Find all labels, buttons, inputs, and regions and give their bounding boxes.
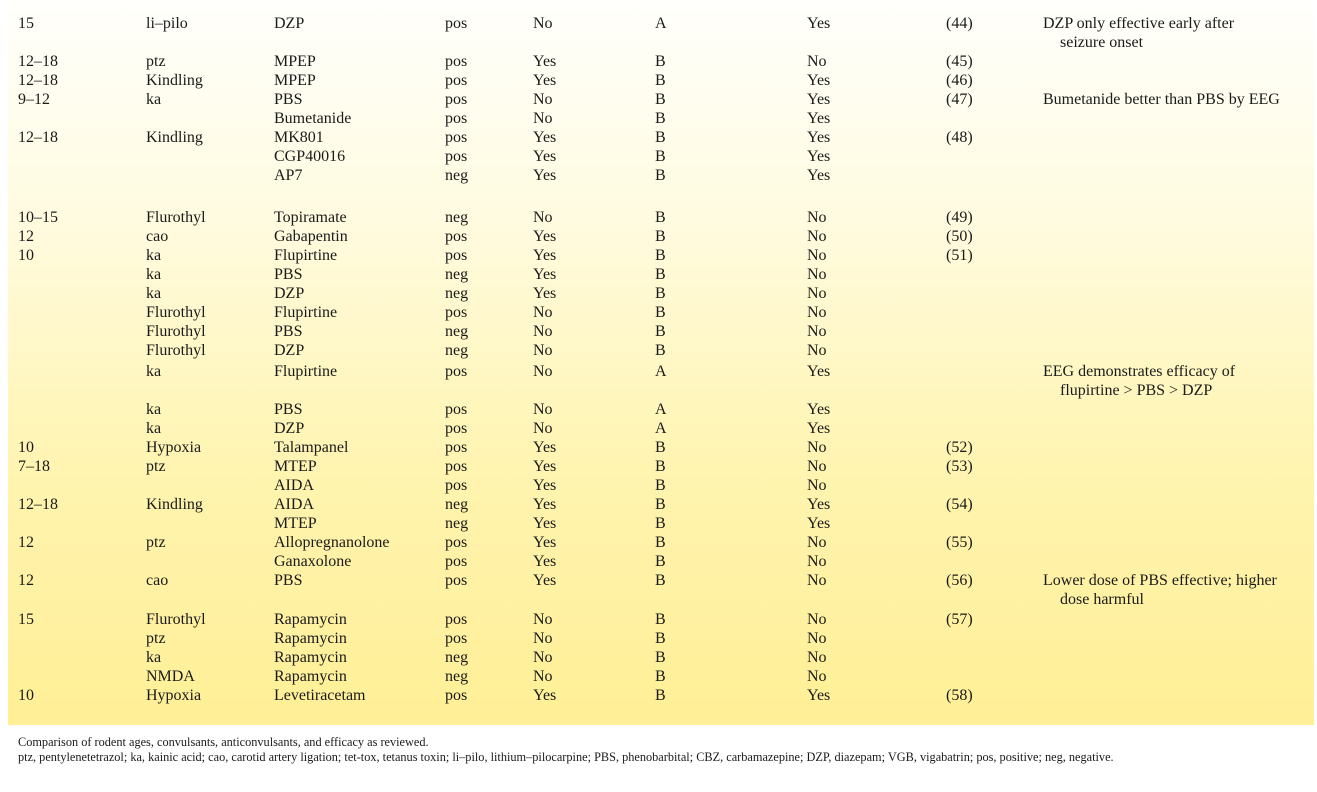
cell-c3: pos <box>445 129 468 146</box>
comment-line: flupirtine > PBS > DZP <box>1060 382 1213 399</box>
cell-c3: pos <box>445 572 468 589</box>
cell-c2: DZP <box>274 342 305 359</box>
cell-c5: B <box>655 515 666 532</box>
cell-c5: B <box>655 630 666 647</box>
cell-c1: Flurothyl <box>146 209 206 226</box>
cell-c3: pos <box>445 363 468 380</box>
cell-c1: Kindling <box>146 72 203 89</box>
cell-c6: No <box>807 228 827 245</box>
cell-c3: neg <box>445 266 469 283</box>
cell-c5: B <box>655 53 666 70</box>
cell-c2: PBS <box>274 572 303 589</box>
cell-c3: pos <box>445 420 468 437</box>
cell-c5: B <box>655 148 666 165</box>
abbreviations-note: ptz, pentylenetetrazol; ka, kainic acid; cao, carotid artery ligation; tet-tox, tetanus toxin; li–pilo, lithium–pilocarpine; PBS, phenobarbital; CBZ, carbamazepine; DZP, diazepam; VGB, vigabatrin; pos, positive; neg, negative. <box>18 750 1114 764</box>
cell-c5: B <box>655 439 666 456</box>
cell-c5: B <box>655 91 666 108</box>
cell-c1: ptz <box>146 53 166 70</box>
cell-c3: pos <box>445 148 468 165</box>
cell-c5: B <box>655 477 666 494</box>
cell-c6: No <box>807 553 827 570</box>
cell-c4: Yes <box>533 553 557 570</box>
cell-c4: No <box>533 420 553 437</box>
cell-c5: B <box>655 553 666 570</box>
cell-c1: ka <box>146 401 162 418</box>
cell-c2: Rapamycin <box>274 630 347 647</box>
cell-c4: No <box>533 649 553 666</box>
cell-c1: Kindling <box>146 496 203 513</box>
cell-c6: No <box>807 439 827 456</box>
cell-c5: B <box>655 668 666 685</box>
cell-c4: No <box>533 304 553 321</box>
cell-c3: pos <box>445 228 468 245</box>
cell-c4: No <box>533 209 553 226</box>
cell-c7: (54) <box>946 496 973 513</box>
cell-c4: Yes <box>533 477 557 494</box>
cell-c1: ka <box>146 91 162 108</box>
cell-c2: PBS <box>274 323 303 340</box>
cell-c7: (56) <box>946 572 973 589</box>
cell-c4: No <box>533 363 553 380</box>
cell-c6: No <box>807 342 827 359</box>
cell-c5: B <box>655 304 666 321</box>
cell-c5: B <box>655 496 666 513</box>
cell-c1: Kindling <box>146 129 203 146</box>
cell-c0: 9–12 <box>18 91 50 108</box>
comment-line: DZP only effective early after <box>1043 15 1235 32</box>
cell-c3: pos <box>445 687 468 704</box>
cell-c4: Yes <box>533 167 557 184</box>
cell-c6: Yes <box>807 401 831 418</box>
cell-c2: Rapamycin <box>274 649 347 666</box>
cell-c7: (48) <box>946 129 973 146</box>
cell-c2: Flupirtine <box>274 247 338 264</box>
cell-c5: B <box>655 323 666 340</box>
cell-c4: Yes <box>533 572 557 589</box>
cell-c1: ka <box>146 266 162 283</box>
cell-c7: (53) <box>946 458 973 475</box>
cell-c4: Yes <box>533 72 557 89</box>
cell-c2: PBS <box>274 401 303 418</box>
cell-c2: DZP <box>274 15 305 32</box>
cell-c0: 12 <box>18 534 34 551</box>
cell-c1: Flurothyl <box>146 342 206 359</box>
cell-c7: (49) <box>946 209 973 226</box>
cell-c4: No <box>533 630 553 647</box>
cell-c3: pos <box>445 15 468 32</box>
cell-c6: Yes <box>807 420 831 437</box>
cell-c2: Gabapentin <box>274 228 348 245</box>
cell-c3: neg <box>445 323 469 340</box>
cell-c0: 12–18 <box>18 53 58 70</box>
cell-c7: (57) <box>946 611 973 628</box>
cell-c3: neg <box>445 209 469 226</box>
cell-c5: B <box>655 247 666 264</box>
cell-c6: Yes <box>807 167 831 184</box>
cell-c2: Bumetanide <box>274 110 352 127</box>
cell-c4: Yes <box>533 228 557 245</box>
cell-c4: Yes <box>533 687 557 704</box>
cell-c5: B <box>655 266 666 283</box>
cell-c4: Yes <box>533 148 557 165</box>
cell-c6: Yes <box>807 72 831 89</box>
cell-c2: AIDA <box>274 496 314 513</box>
cell-c3: pos <box>445 247 468 264</box>
cell-c4: No <box>533 611 553 628</box>
cell-c2: Rapamycin <box>274 611 347 628</box>
cell-c4: Yes <box>533 247 557 264</box>
cell-c5: B <box>655 129 666 146</box>
cell-c1: Hypoxia <box>146 439 202 456</box>
cell-c5: A <box>655 420 667 437</box>
cell-c1: ka <box>146 420 162 437</box>
cell-c5: A <box>655 363 667 380</box>
cell-c7: (46) <box>946 72 973 89</box>
cell-c2: MTEP <box>274 515 317 532</box>
cell-c5: B <box>655 611 666 628</box>
cell-c1: Flurothyl <box>146 304 206 321</box>
cell-c3: pos <box>445 477 468 494</box>
cell-c0: 10 <box>18 439 34 456</box>
cell-c6: No <box>807 247 827 264</box>
cell-c6: Yes <box>807 15 831 32</box>
cell-c5: A <box>655 15 667 32</box>
cell-c5: B <box>655 534 666 551</box>
cell-c5: B <box>655 72 666 89</box>
cell-c2: Levetiracetam <box>274 687 366 704</box>
cell-c4: Yes <box>533 534 557 551</box>
cell-c0: 10–15 <box>18 209 58 226</box>
cell-c2: CGP40016 <box>274 148 346 165</box>
cell-c3: pos <box>445 53 468 70</box>
cell-c7: (45) <box>946 53 973 70</box>
cell-c4: No <box>533 342 553 359</box>
cell-c5: B <box>655 285 666 302</box>
cell-c4: No <box>533 15 553 32</box>
cell-c4: Yes <box>533 496 557 513</box>
cell-c7: (50) <box>946 228 973 245</box>
table-panel <box>8 0 1314 725</box>
cell-c5: B <box>655 228 666 245</box>
cell-c3: pos <box>445 630 468 647</box>
cell-c1: ptz <box>146 458 166 475</box>
cell-c4: No <box>533 91 553 108</box>
cell-c1: ka <box>146 285 162 302</box>
cell-c5: B <box>655 458 666 475</box>
cell-c6: No <box>807 53 827 70</box>
cell-c5: B <box>655 687 666 704</box>
cell-c0: 15 <box>18 15 34 32</box>
cell-c7: (58) <box>946 687 973 704</box>
cell-c4: Yes <box>533 458 557 475</box>
cell-c2: Topiramate <box>274 209 347 226</box>
cell-c6: No <box>807 266 827 283</box>
cell-c1: cao <box>146 228 169 245</box>
cell-c1: Hypoxia <box>146 687 202 704</box>
cell-c7: (52) <box>946 439 973 456</box>
cell-c5: B <box>655 572 666 589</box>
cell-c1: li–pilo <box>146 15 188 32</box>
cell-c2: DZP <box>274 420 305 437</box>
cell-c2: MPEP <box>274 53 316 70</box>
cell-c5: B <box>655 649 666 666</box>
cell-c1: Flurothyl <box>146 611 206 628</box>
cell-c3: neg <box>445 515 469 532</box>
cell-c7: (55) <box>946 534 973 551</box>
cell-c1: ka <box>146 363 162 380</box>
cell-c2: Rapamycin <box>274 668 347 685</box>
cell-c3: pos <box>445 72 468 89</box>
cell-c4: Yes <box>533 285 557 302</box>
cell-c7: (47) <box>946 91 973 108</box>
cell-c3: pos <box>445 439 468 456</box>
cell-comment <box>1043 362 1313 400</box>
cell-c2: Talampanel <box>274 439 349 456</box>
comment-line: seizure onset <box>1060 34 1144 51</box>
cell-c4: No <box>533 401 553 418</box>
cell-comment <box>1043 571 1313 609</box>
cell-c1: ka <box>146 247 162 264</box>
cell-c3: neg <box>445 342 469 359</box>
cell-c2: Flupirtine <box>274 363 338 380</box>
cell-c1: ptz <box>146 534 166 551</box>
cell-c4: Yes <box>533 53 557 70</box>
cell-c2: MTEP <box>274 458 317 475</box>
cell-c4: Yes <box>533 515 557 532</box>
cell-c3: pos <box>445 534 468 551</box>
cell-c3: pos <box>445 458 468 475</box>
cell-c6: Yes <box>807 110 831 127</box>
cell-c3: pos <box>445 401 468 418</box>
cell-c6: No <box>807 611 827 628</box>
comment-line: EEG demonstrates efficacy of <box>1043 363 1236 380</box>
cell-c6: No <box>807 477 827 494</box>
cell-c3: neg <box>445 649 469 666</box>
comment-line: Lower dose of PBS effective; higher <box>1043 572 1277 589</box>
cell-c2: AIDA <box>274 477 314 494</box>
cell-c6: Yes <box>807 129 831 146</box>
cell-c6: No <box>807 649 827 666</box>
cell-c2: Ganaxolone <box>274 553 352 570</box>
cell-c6: No <box>807 304 827 321</box>
cell-c4: Yes <box>533 439 557 456</box>
cell-c6: No <box>807 285 827 302</box>
cell-c3: neg <box>445 496 469 513</box>
cell-c3: pos <box>445 110 468 127</box>
cell-c1: ka <box>146 649 162 666</box>
cell-c6: Yes <box>807 148 831 165</box>
cell-c0: 12 <box>18 572 34 589</box>
cell-c2: MK801 <box>274 129 324 146</box>
cell-c0: 12–18 <box>18 129 58 146</box>
cell-c4: No <box>533 323 553 340</box>
cell-c2: Flupirtine <box>274 304 338 321</box>
cell-c2: Allopregnanolone <box>274 534 390 551</box>
cell-c3: pos <box>445 91 468 108</box>
cell-c6: No <box>807 630 827 647</box>
cell-c7: (44) <box>946 15 973 32</box>
cell-c7: (51) <box>946 247 973 264</box>
cell-c6: No <box>807 668 827 685</box>
cell-c2: MPEP <box>274 72 316 89</box>
cell-c5: B <box>655 209 666 226</box>
cell-c6: No <box>807 209 827 226</box>
cell-c1: NMDA <box>146 668 195 685</box>
cell-c6: Yes <box>807 91 831 108</box>
cell-c6: Yes <box>807 515 831 532</box>
cell-c3: pos <box>445 611 468 628</box>
cell-c2: PBS <box>274 266 303 283</box>
cell-c6: Yes <box>807 496 831 513</box>
cell-c1: cao <box>146 572 169 589</box>
cell-c5: B <box>655 110 666 127</box>
cell-c1: ptz <box>146 630 166 647</box>
cell-comment <box>1043 90 1313 109</box>
cell-c6: No <box>807 323 827 340</box>
cell-c6: No <box>807 572 827 589</box>
table-caption: Comparison of rodent ages, convulsants, anticonvulsants, and efficacy as reviewed. <box>18 735 429 749</box>
cell-c2: PBS <box>274 91 303 108</box>
table-footnotes <box>18 735 1308 765</box>
cell-c0: 15 <box>18 611 34 628</box>
cell-c0: 10 <box>18 247 34 264</box>
cell-c5: A <box>655 401 667 418</box>
cell-c3: neg <box>445 167 469 184</box>
cell-c0: 7–18 <box>18 458 50 475</box>
cell-c0: 12 <box>18 228 34 245</box>
cell-c4: Yes <box>533 266 557 283</box>
cell-c0: 12–18 <box>18 496 58 513</box>
comment-line: Bumetanide better than PBS by EEG <box>1043 91 1280 108</box>
cell-c2: DZP <box>274 285 305 302</box>
cell-c3: pos <box>445 304 468 321</box>
cell-c3: neg <box>445 285 469 302</box>
cell-c3: neg <box>445 668 469 685</box>
cell-c0: 12–18 <box>18 72 58 89</box>
cell-c2: AP7 <box>274 167 303 184</box>
cell-comment <box>1043 14 1313 52</box>
cell-c4: No <box>533 110 553 127</box>
cell-c6: Yes <box>807 687 831 704</box>
cell-c1: Flurothyl <box>146 323 206 340</box>
cell-c5: B <box>655 167 666 184</box>
cell-c4: No <box>533 668 553 685</box>
cell-c0: 10 <box>18 687 34 704</box>
cell-c5: B <box>655 342 666 359</box>
cell-c3: pos <box>445 553 468 570</box>
cell-c6: No <box>807 534 827 551</box>
comment-line: dose harmful <box>1060 591 1144 608</box>
cell-c4: Yes <box>533 129 557 146</box>
cell-c6: Yes <box>807 363 831 380</box>
cell-c6: No <box>807 458 827 475</box>
